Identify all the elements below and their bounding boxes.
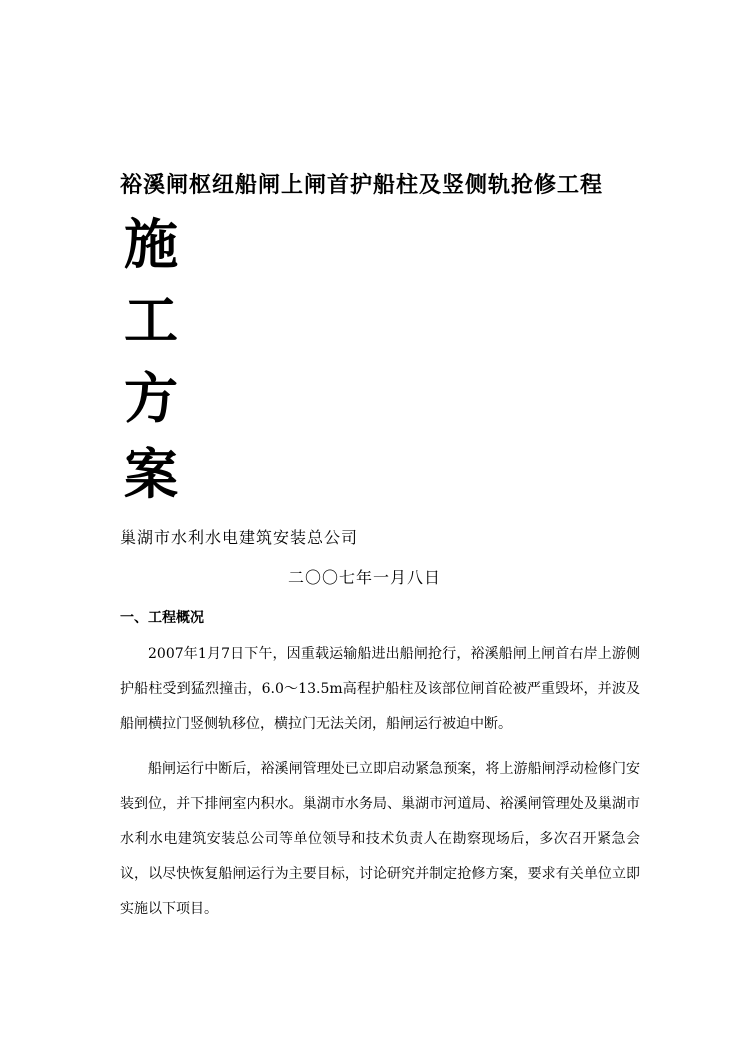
company-name: 巢湖市水利水电建筑安装总公司 [120, 528, 359, 547]
big-title-char-1: 施 [124, 212, 178, 276]
big-title-char-3: 方 [124, 366, 178, 430]
paragraph-text: 船闸运行中断后，裕溪闸管理处已立即启动紧急预案，将上游船闸浮动检修门安装到位，并下排闸室内积水。巢湖市水务局、巢湖市河道局、裕溪闸管理处及巢湖市水利水电建筑安装总公司等单位领导和技术负责人在勘察现场后，多次召开紧急会议，以尽快恢复船闸运行为主要目标，讨论研究并制定抢修方案，要求有关单位立即实施以下项目。 [120, 761, 640, 917]
project-title: 裕溪闸枢纽船闸上闸首护船柱及竖侧轨抢修工程 [120, 172, 604, 198]
big-title-char-4: 案 [124, 442, 178, 506]
big-title-char-2: 工 [124, 288, 178, 352]
paragraph-text: 2007年1月7日下午，因重载运输船进出船闸抢行，裕溪船闸上闸首右岸上游侧护船柱受到猛烈撞击，6.0～13.5m高程护船柱及该部位闸首砼被严重毁坏，并波及船闸横拉门竖侧轨移位，横拉门无法关闭，船闸运行被迫中断。 [120, 646, 640, 732]
body-paragraph-1 [120, 637, 640, 742]
section-heading: 一、工程概况 [120, 610, 204, 626]
document-date: 二〇〇七年一月八日 [288, 568, 442, 587]
body-paragraph-2 [120, 752, 640, 927]
